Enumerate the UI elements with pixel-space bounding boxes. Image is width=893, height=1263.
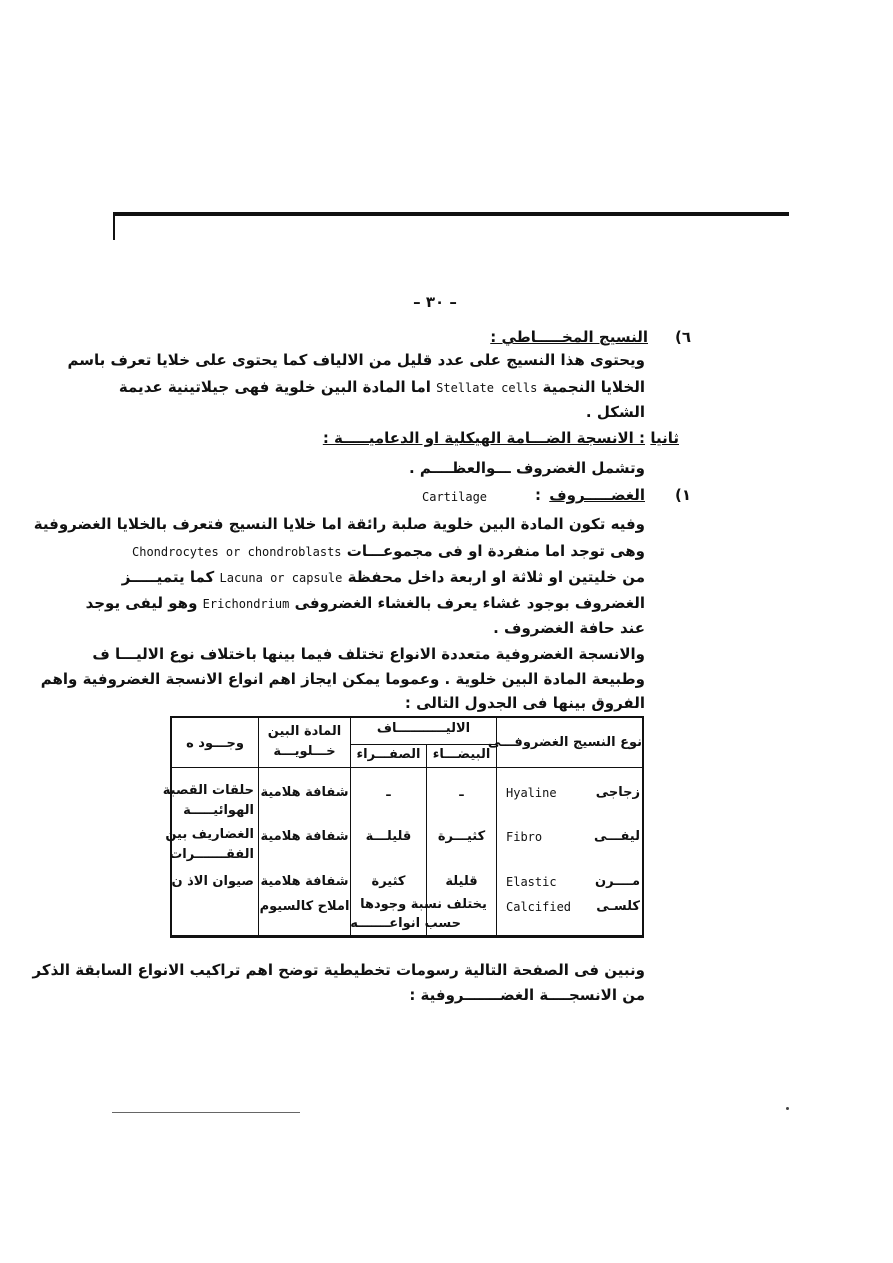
row2-yellow: قليلـــة [365,829,412,844]
para1-line5: عند حافة الغضروف . [493,619,645,637]
header-yellow: الصفـــراء [356,747,421,762]
footer-line2: من الانسجــــة الغضـــــــروفية : [409,986,645,1004]
para2-line2: وطبيعة المادة البين خلوية . وعموما يمكن ايجاز اهم انواع الانسجة الغضروفية واهم [40,670,645,688]
row3-type-ar: مــــرن [594,874,640,889]
section6-line2 [118,377,645,398]
item1-number: ١) [675,486,692,504]
section6-line2-text-b: اما المادة البين خلوية فهى جيلاتينية عديمة [118,378,431,396]
row1-type-ar: زجاجى [595,785,640,800]
section2-label: ثانيا [650,429,679,447]
section6-line2-text: الخلايا النجمية [542,378,645,396]
para1-line4 [85,593,645,614]
para2-line1: والانسجة الغضروفية متعددة الانواع تختلف فيما بينها باختلاف نوع الاليـــا ف [92,645,645,663]
row4-type-lat: Calcified [506,900,572,914]
top-border-line [113,212,789,216]
row1-yellow: ـ [386,785,391,800]
header-type: نوع النسيج الغضروفـــى [487,735,642,750]
row2-type-ar: ليفـــى [593,829,640,844]
section2-line: وتشمل الغضروف ـــوالعظــــم . [408,459,645,477]
header-matrix-1: المادة البين [267,724,342,739]
footer-line1: ونبين فى الصفحة التالية رسومات تخطيطية توضح اهم تراكيب الانواع السابقة الذكر [32,961,645,979]
cartilage-table [162,716,644,938]
section2-title: : الانسجة الضـــامة الهيكلية او الدعاميـــــة : [322,429,645,447]
para1-line4-text: الغضروف بوجود غشاء يعرف بالغشاء الغضروفى [294,594,645,612]
left-edge-mark [113,212,115,240]
row3-matrix: شفافة هلامية [260,874,349,889]
table-header-line [172,767,642,768]
header-white: البيضـــاء [432,747,491,762]
row2-presence-2: الفقـــــــرات [169,847,254,862]
section6-title: النسيج المخـــــاطي : [490,328,648,346]
row3-presence-1: صيوان الاذ ن [171,874,254,889]
para1-line2-text: وهى توجد اما منفردة او فى مجموعـــات [346,542,645,560]
section6-latin: Stellate cells [436,381,538,395]
item1-latin: Cartilage [422,490,488,504]
header-matrix-2: خـــلويـــة [273,744,336,759]
item1-title: الغضـــــروف [549,486,645,504]
row4-matrix: املاح كالسيوم [259,899,350,914]
row3-type-lat: Elastic [506,875,557,889]
row4-type-ar: كلسـى [596,899,640,914]
header-fibers: الاليـــــــــــاف [376,721,471,736]
para2-line3: الفروق بينها فى الجدول التالى : [404,694,645,712]
row3-yellow: كثيرة [371,874,406,889]
row2-presence-1: الغضاريف بين [165,827,254,842]
para1-line2 [132,541,645,562]
row4-fibers-2: حسب انواعـــــــه [350,916,461,931]
row1-presence-2: الهوائيـــــة [183,803,254,818]
scan-speck [786,1107,789,1110]
row4-fibers-1: يختلف نسبة وجودها [360,897,487,912]
header-presence: وجـــود ه [186,736,244,751]
para1-line4-latin: Erichondrium [202,597,290,611]
row1-matrix: شفافة هلامية [260,785,349,800]
row1-white: ـ [459,785,464,800]
row3-white: قليلة [445,874,478,889]
item1-colon: : [535,486,541,504]
row2-type-lat: Fibro [506,830,543,844]
section6-line3: الشكل . [585,403,645,421]
para1-line2-latin: Chondrocytes or chondroblasts [132,545,342,559]
section6-line1: ويحتوى هذا النسيج على عدد قليل من الالياف كما يحتوى على خلايا تعرف باسم [67,351,645,369]
section6-number: ٦) [675,328,692,346]
para1-line4-text-b: وهو ليفى يوجد [85,594,198,612]
para1-line3-latin: Lacuna or capsule [219,571,343,585]
table-sub-header-line [350,744,496,745]
para1-line3 [121,567,645,588]
bottom-rule [112,1112,300,1113]
page-number: – ٣٠ – [413,293,457,311]
para1-line3-text: من خليتين او ثلاثة او اربعة داخل محفظة [347,568,645,586]
row2-matrix: شفافة هلامية [260,829,349,844]
row2-white: كثيـــرة [437,829,486,844]
para1-line1: وفيه تكون المادة البين خلوية صلبة رائقة اما خلايا النسيج فتعرف بالخلايا الغضروفية [33,515,645,533]
para1-line3-text-b: كما يتميـــــز [121,568,215,586]
row1-presence-1: حلقات القصبة [162,783,254,798]
row1-type-lat: Hyaline [506,786,557,800]
